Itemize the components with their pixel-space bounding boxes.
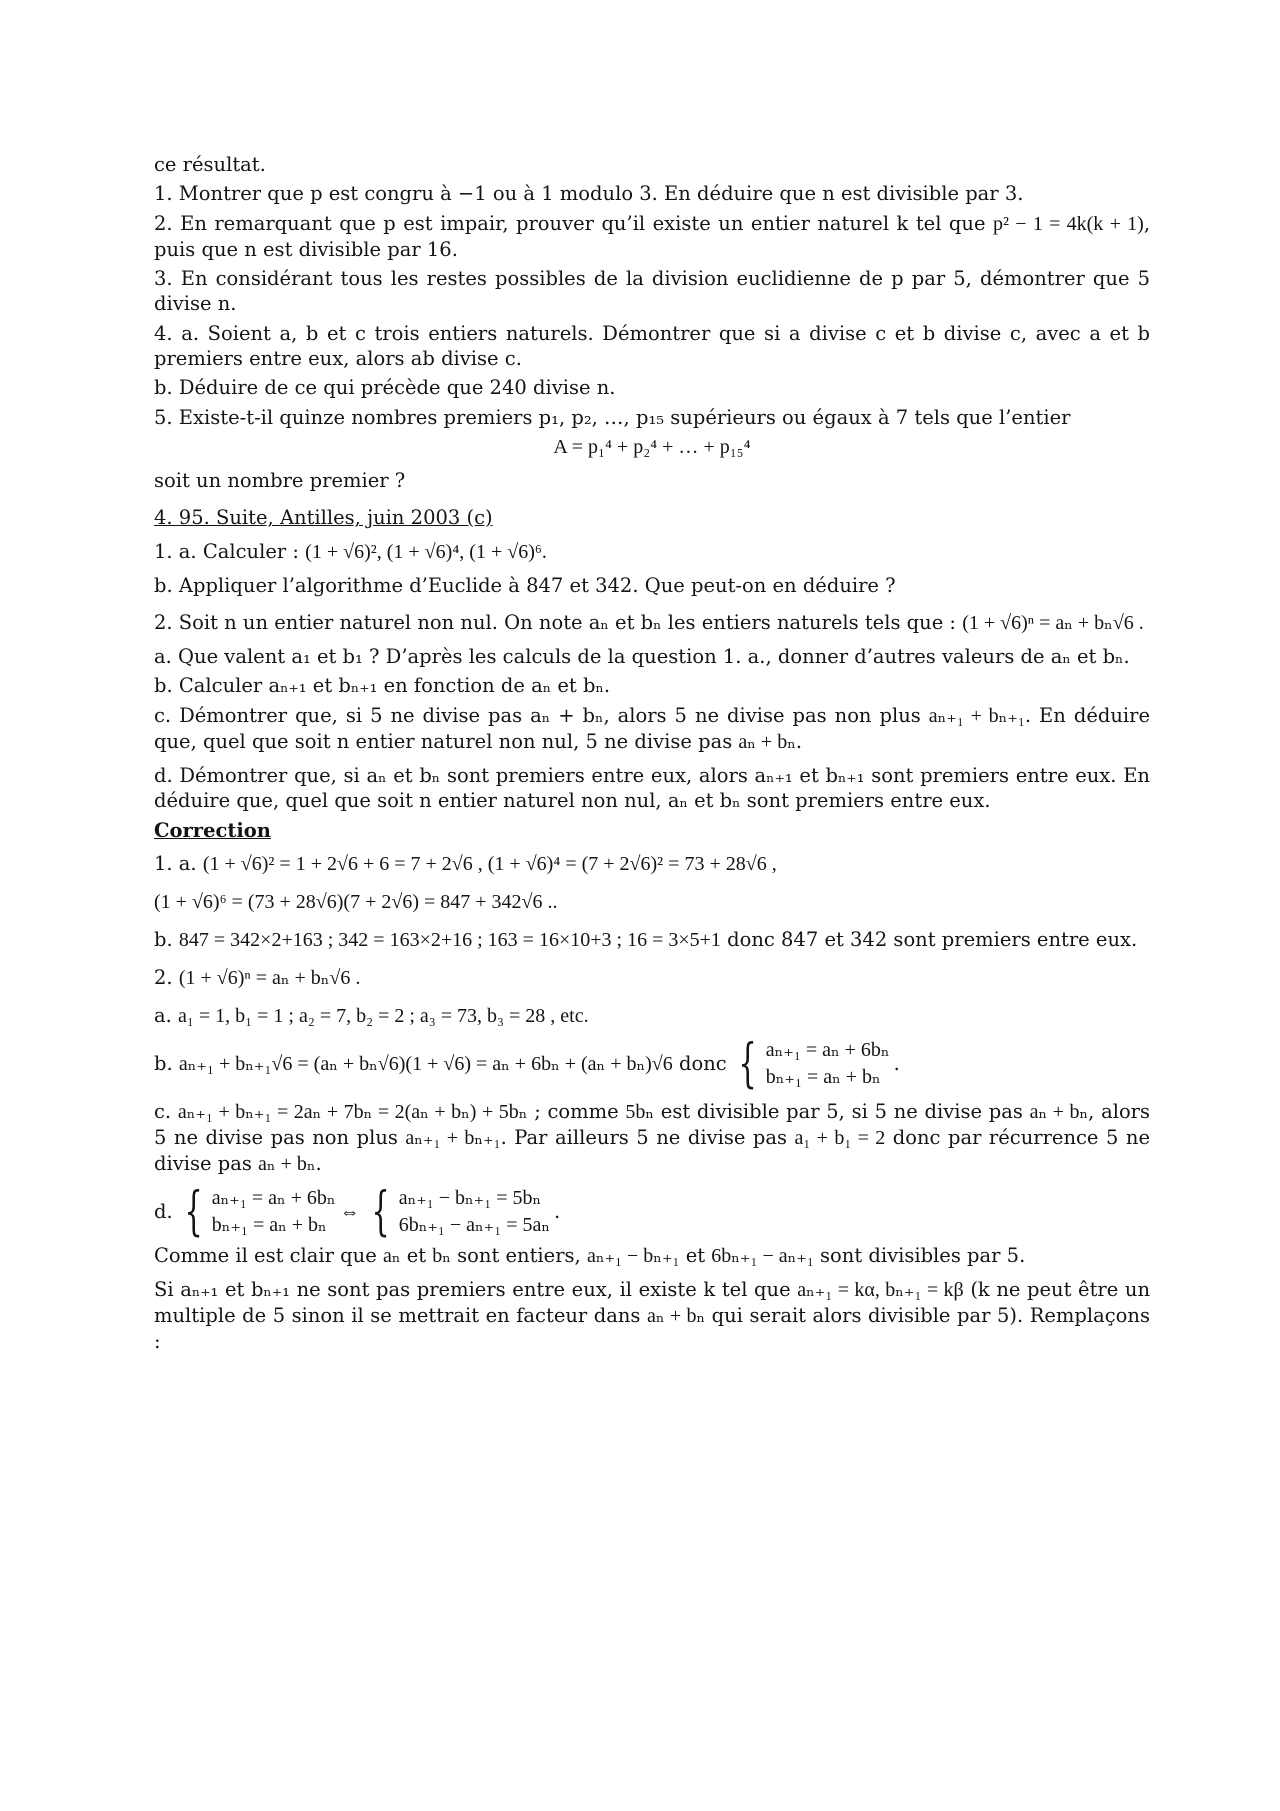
exercise-q2c-formula-2: aₙ + bₙ (738, 730, 796, 753)
formula: aₙ (382, 1244, 401, 1267)
correction-2c-text-1: ; comme (534, 1099, 619, 1123)
correction-2c-formula-2: 5bₙ (625, 1100, 655, 1123)
correction-2 (154, 965, 1150, 991)
correction-2c-end: . (315, 1151, 322, 1175)
exercise-title: 4. 95. Suite, Antilles, juin 2003 (c) (154, 506, 493, 530)
correction-2c-label: c. (154, 1099, 172, 1123)
correction-2d (154, 1181, 1150, 1242)
exercise-q2 (154, 610, 1150, 636)
correction-1a-formula-1: (1 + √6)² = 1 + 2√6 + 6 = 7 + 2√6 , (1 + √6)⁴ = (7 + 2√6)² = 73 + 28√6 , (202, 852, 777, 875)
question-5-formula: A = p₁⁴ + p₂⁴ + … + p₁₅⁴ (553, 436, 751, 459)
correction-2b (154, 1033, 1150, 1094)
question-1: 1. Montrer que p est congru à −1 ou à 1 modulo 3. En déduire que n est divisible par 3. (154, 182, 1024, 206)
text: Comme il est clair que (154, 1243, 377, 1267)
document-page (154, 152, 1150, 1354)
question-2-text: 2. En remarquant que p est impair, prouver qu’il existe un entier naturel k tel que (154, 211, 986, 235)
system-lines (399, 1185, 550, 1239)
correction-1b (154, 927, 1150, 953)
exercise-q1a-label: 1. a. Calculer : (154, 539, 299, 563)
exercise-q2a: a. Que valent a₁ et b₁ ? D’après les calculs de la question 1. a., donner d’autres valeurs de aₙ et bₙ. (154, 645, 1130, 669)
formula: bₙ (432, 1244, 451, 1267)
question-4a: 4. a. Soient a, b et c trois entiers naturels. Démontrer que si a divise c et b divise c, avec a et b premiers entre eux, alors ab divise c. (154, 321, 1150, 371)
correction-2c (154, 1099, 1150, 1177)
text: et (685, 1243, 706, 1267)
correction-2c-formula-3: aₙ + bₙ (1029, 1100, 1089, 1123)
intro-line: ce résultat. (154, 153, 266, 176)
correction-2b-donc: donc (678, 1052, 727, 1076)
text: et (406, 1243, 427, 1267)
exercise-q2-formula: (1 + √6)ⁿ = aₙ + bₙ√6 . (962, 612, 1144, 635)
correction-2c-formula-6: aₙ + bₙ (258, 1152, 316, 1175)
text: Si aₙ₊₁ et bₙ₊₁ ne sont pas premiers entre eux, il existe k tel que (154, 1277, 791, 1301)
correction-1b-formula: 847 = 342×2+163 ; 342 = 163×2+16 ; 163 = 16×10+3 ; 16 = 3×5+1 (178, 928, 721, 951)
system-line-1: aₙ₊₁ − bₙ₊₁ = 5bₙ (398, 1186, 542, 1209)
system-line-2: 6bₙ₊₁ − aₙ₊₁ = 5aₙ (398, 1213, 551, 1236)
brace-glyph: { (738, 1033, 757, 1094)
correction-2-formula: (1 + √6)ⁿ = aₙ + bₙ√6 . (178, 966, 361, 989)
question-5-end: soit un nombre premier ? (154, 469, 406, 493)
correction-2c-text-3: , alors 5 ne divise pas non plus (154, 1099, 1151, 1149)
text: sont divisibles par 5. (820, 1243, 1026, 1267)
correction-2d-label: d. (154, 1200, 173, 1224)
exercise-q2c-formula-1: aₙ₊₁ + bₙ₊₁ (928, 704, 1025, 727)
exercise-q2c (154, 703, 1150, 755)
formula: aₙ₊₁ − bₙ₊₁ (586, 1244, 680, 1267)
correction-2c-text-5: donc par récurrence 5 ne divise pas (154, 1125, 1151, 1175)
correction-2a-formula: a₁ = 1, b₁ = 1 ; a₂ = 7, b₂ = 2 ; a₃ = 73, b₃ = 28 , etc. (178, 1004, 589, 1027)
correction-title: Correction (154, 818, 271, 842)
formula: aₙ₊₁ = kα, bₙ₊₁ = kβ (797, 1278, 964, 1301)
exercise-q2-text: 2. Soit n un entier naturel non nul. On note aₙ et bₙ les entiers naturels tels que : (154, 611, 957, 635)
correction-2a-label: a. (154, 1003, 172, 1027)
exercise-q2c-text: c. Démontrer que, si 5 ne divise pas aₙ + bₙ, alors 5 ne divise pas non plus (154, 703, 921, 727)
exercise-q1b: b. Appliquer l’algorithme d’Euclide à 847 et 342. Que peut-on en déduire ? (154, 573, 896, 597)
exercise-q2c-end: . (795, 729, 803, 753)
exercise-q1a (154, 539, 1150, 565)
equivalence-arrow: ⇔ (339, 1200, 360, 1223)
system-lines (766, 1037, 890, 1091)
correction-2d-line-2 (154, 1277, 1150, 1354)
correction-2c-text-2: est divisible par 5, si 5 ne divise pas (660, 1099, 1023, 1123)
correction-2c-formula-1: aₙ₊₁ + bₙ₊₁ = 2aₙ + 7bₙ = 2(aₙ + bₙ) + 5bₙ (177, 1100, 528, 1123)
text: (k ne peut être un multiple de 5 sinon il se mettrait en facteur dans (154, 1277, 1151, 1327)
formula: 6bₙ₊₁ − aₙ₊₁ (711, 1244, 814, 1267)
correction-2a (154, 1003, 1150, 1029)
correction-2c-formula-4: aₙ₊₁ + bₙ₊₁ (405, 1126, 501, 1149)
correction-2c-text-4: . Par ailleurs 5 ne divise pas (500, 1125, 788, 1149)
text: qui serait alors divisible par 5). Remplaçons : (154, 1303, 1150, 1353)
question-2-text-end: , puis que n est divisible par 16. (154, 211, 1151, 261)
system-lines (212, 1185, 336, 1239)
correction-2c-formula-5: a₁ + b₁ = 2 (794, 1126, 886, 1149)
system-line-2: bₙ₊₁ = aₙ + bₙ (765, 1065, 881, 1088)
exercise-q2c-text-2: . En déduire que, quel que soit n entier naturel non nul, 5 ne divise pas (154, 703, 1151, 753)
correction-1b-label: b. (154, 927, 173, 951)
correction-1a-formula-2: (1 + √6)⁶ = (73 + 28√6)(7 + 2√6) = 847 + 342√6 .. (154, 890, 558, 913)
system-line-1: aₙ₊₁ = aₙ + 6bₙ (765, 1038, 890, 1061)
question-2-formula: p² − 1 = 4k(k + 1) (992, 212, 1144, 235)
correction-2b-formula: aₙ₊₁ + bₙ₊₁√6 = (aₙ + bₙ√6)(1 + √6) = aₙ + 6bₙ + (aₙ + bₙ)√6 (178, 1052, 673, 1075)
correction-1b-text: donc 847 et 342 sont premiers entre eux. (727, 927, 1138, 951)
correction-2b-end: . (893, 1052, 900, 1076)
correction-2d-system-a (177, 1181, 336, 1242)
correction-2d-system-b (364, 1181, 551, 1242)
brace-glyph: { (184, 1181, 203, 1242)
correction-2b-label: b. (154, 1052, 173, 1076)
exercise-q2b: b. Calculer aₙ₊₁ et bₙ₊₁ en fonction de aₙ et bₙ. (154, 674, 611, 698)
correction-2-label: 2. (154, 965, 173, 989)
correction-2d-end: . (554, 1200, 561, 1224)
system-line-2: bₙ₊₁ = aₙ + bₙ (211, 1213, 327, 1236)
correction-2b-system (731, 1033, 890, 1094)
question-3: 3. En considérant tous les restes possibles de la division euclidienne de p par 5, démontrer que 5 divise n. (154, 267, 1150, 316)
question-2 (154, 211, 1150, 262)
text: sont entiers, (457, 1243, 581, 1267)
question-4b: b. Déduire de ce qui précède que 240 divise n. (154, 376, 616, 400)
correction-1a (154, 851, 1150, 877)
formula: aₙ + bₙ (646, 1304, 706, 1327)
correction-2d-line-1 (154, 1243, 1150, 1269)
exercise-q2d: d. Démontrer que, si aₙ et bₙ sont premiers entre eux, alors aₙ₊₁ et bₙ₊₁ sont premiers entre eux. En déduire que, quel que soit n entier naturel non nul, aₙ et bₙ sont premiers entre eux. (154, 763, 1150, 813)
correction-1a-label: 1. a. (154, 851, 197, 875)
question-5: 5. Existe-t-il quinze nombres premiers p₁, p₂, …, p₁₅ supérieurs ou égaux à 7 tels que l’entier (154, 405, 1071, 429)
system-line-1: aₙ₊₁ = aₙ + 6bₙ (211, 1186, 336, 1209)
brace-glyph: { (371, 1181, 390, 1242)
exercise-q1a-formula: (1 + √6)², (1 + √6)⁴, (1 + √6)⁶. (305, 540, 547, 563)
